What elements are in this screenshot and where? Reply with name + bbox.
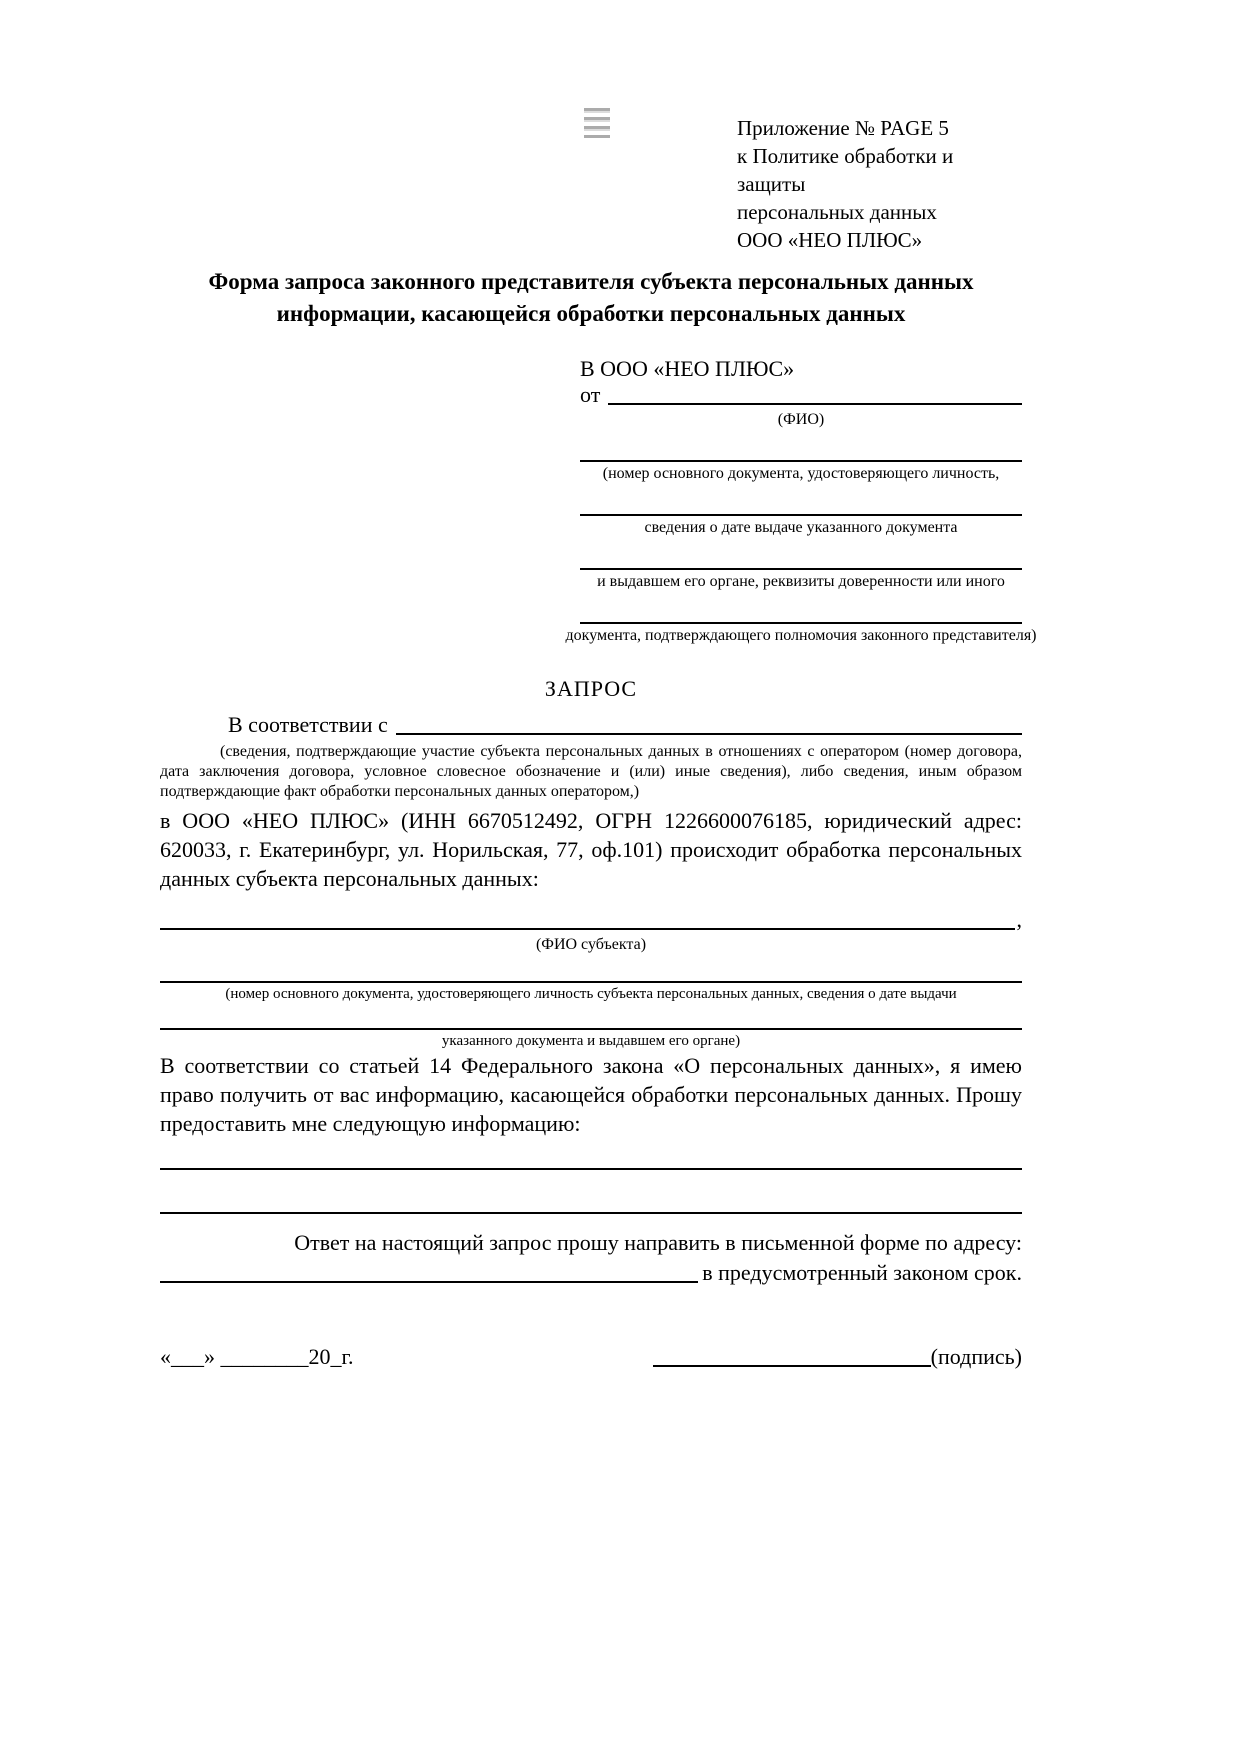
addressee-block xyxy=(565,356,1037,646)
reply-deadline: в предусмотренный законом срок. xyxy=(702,1260,1022,1285)
appendix-header-line: ООО «НЕО ПЛЮС» xyxy=(737,228,923,252)
reply-instruction: Ответ на настоящий запрос прошу направить в письменной форме по адресу: xyxy=(294,1230,1022,1255)
document-title xyxy=(160,266,1022,330)
addressee-to: В ООО «НЕО ПЛЮС» xyxy=(580,356,795,381)
info-blank-1 xyxy=(160,1168,1022,1170)
request-heading: ЗАПРОС xyxy=(544,676,638,701)
subject-fio-caption: (ФИО субъекта) xyxy=(535,936,647,953)
document-title-line1: Форма запроса законного представителя субъекта персональных данных xyxy=(208,269,974,294)
subject-fio-blank xyxy=(160,928,1015,930)
subject-doc-caption-2: указанного документа и выдавшем его органе) xyxy=(441,1033,741,1049)
document-top-row xyxy=(160,104,1022,254)
reply-address-blank xyxy=(160,1281,698,1283)
from-line xyxy=(580,382,1022,408)
fine-print-note: (сведения, подтверждающие участие субъекта персональных данных в отношениях с оператором (номер договора, дата заключения договора, условное словесное обозначение и (или) иные сведения), либо сведения, иным образом подтверждающие факт обработки персональных данных оператором,) xyxy=(160,743,1022,800)
doc-date-blank xyxy=(580,514,1022,516)
appendix-header-line: к Политике обработки и защиты xyxy=(737,144,954,196)
document-content xyxy=(160,0,1037,1370)
signature-blank xyxy=(653,1365,931,1367)
reply-address-line xyxy=(160,1260,1022,1286)
appendix-header xyxy=(737,114,1022,254)
operator-paragraph: в ООО «НЕО ПЛЮС» (ИНН 6670512492, ОГРН 1226600076185, юридический адрес: 620033, г. Екатеринбург, ул. Норильская, 77, оф.101) происходит обработка персональных данных субъекта персональных данных: xyxy=(160,808,1022,891)
article14-paragraph: В соответствии со статьей 14 Федерального закона «О персональных данных», я имею право получить от вас информацию, касающейся обработки персональных данных. Прошу предоставить мне следующую информацию: xyxy=(160,1053,1022,1136)
signature-area xyxy=(653,1344,1022,1370)
subject-fio-comma: , xyxy=(1016,907,1022,932)
signature-row xyxy=(160,1344,1022,1370)
doc-authority-group xyxy=(565,622,1037,646)
doc-authority-blank xyxy=(580,622,1022,624)
subject-fio-line xyxy=(160,907,1022,933)
subject-doc-blank-1 xyxy=(160,981,1022,983)
accordance-line xyxy=(160,712,1022,738)
signature-caption: (подпись) xyxy=(930,1344,1022,1369)
accordance-label: В соответствии с xyxy=(228,712,388,737)
subject-doc-caption-1: (номер основного документа, удостоверяющего личность субъекта персональных данных, сведения о дате выдачи xyxy=(225,986,957,1002)
document-title-line2: информации, касающейся обработки персональных данных xyxy=(276,301,906,326)
accordance-blank xyxy=(396,733,1022,735)
doc-issuer-blank xyxy=(580,568,1022,570)
from-name-blank xyxy=(608,403,1022,405)
doc-date-caption: сведения о дате выдаче указанного документа xyxy=(644,519,958,536)
doc-authority-caption: документа, подтверждающего полномочия законного представителя) xyxy=(565,627,1037,644)
subject-doc-blank-2 xyxy=(160,1028,1022,1030)
doc-issuer-caption: и выдавшем его органе, реквизиты доверенности или иного xyxy=(597,573,1005,590)
fio-caption: (ФИО) xyxy=(777,411,825,428)
doc-number-caption: (номер основного документа, удостоверяющего личность, xyxy=(602,465,1000,482)
doc-date-group xyxy=(580,514,1022,538)
doc-issuer-group xyxy=(580,568,1022,592)
appendix-header-line: Приложение № PAGE 5 xyxy=(737,116,949,140)
from-label: от xyxy=(580,382,601,407)
info-blank-2 xyxy=(160,1212,1022,1214)
doc-number-group xyxy=(580,460,1022,484)
date-line: «___» ________20_г. xyxy=(160,1344,354,1369)
doc-number-blank xyxy=(580,460,1022,462)
appendix-header-line: персональных данных xyxy=(737,200,937,224)
image-placeholder-icon xyxy=(584,108,610,138)
